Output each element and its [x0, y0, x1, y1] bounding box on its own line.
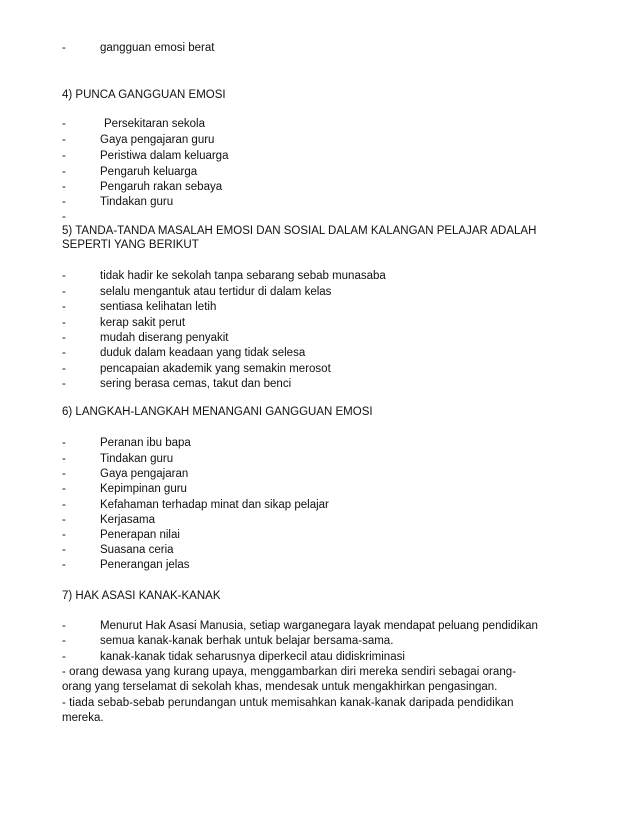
- list-item: Kepimpinan guru: [100, 483, 187, 495]
- list-item: Suasana ceria: [100, 544, 174, 556]
- section-heading-4: 4) PUNCA GANGGUAN EMOSI: [62, 89, 226, 101]
- paragraph-line: mereka.: [62, 712, 104, 724]
- list-item: kanak-kanak tidak seharusnya diperkecil atau didiskriminasi: [100, 651, 405, 663]
- list-item: Gaya pengajaran: [100, 468, 189, 480]
- bullet-dash: -: [62, 453, 66, 465]
- bullet-dash: -: [62, 150, 66, 162]
- bullet-dash: -: [62, 270, 66, 282]
- section-heading-7: 7) HAK ASASI KANAK-KANAK: [62, 590, 221, 602]
- list-item: Kefahaman terhadap minat dan sikap pelajar: [100, 499, 329, 511]
- bullet-dash: -: [62, 468, 66, 480]
- bullet-dash: -: [62, 483, 66, 495]
- bullet-dash: -: [62, 499, 66, 511]
- bullet-dash: -: [62, 196, 66, 208]
- list-item: Peristiwa dalam keluarga: [100, 150, 229, 162]
- list-item: kerap sakit perut: [100, 317, 186, 329]
- bullet-dash: -: [62, 211, 66, 223]
- list-item: gangguan emosi berat: [100, 42, 215, 54]
- list-item: pencapaian akademik yang semakin merosot: [100, 363, 331, 375]
- list-item: Pengaruh keluarga: [100, 166, 198, 178]
- bullet-dash: -: [62, 286, 66, 298]
- list-item: Pengaruh rakan sebaya: [100, 181, 223, 193]
- section-heading-5: 5) TANDA-TANDA MASALAH EMOSI DAN SOSIAL DALAM KALANGAN PELAJAR ADALAH: [62, 225, 537, 237]
- section-heading-5-cont: SEPERTI YANG BERIKUT: [62, 239, 199, 251]
- bullet-dash: -: [62, 514, 66, 526]
- bullet-dash: -: [62, 166, 66, 178]
- paragraph-line: - orang dewasa yang kurang upaya, menggambarkan diri mereka sendiri sebagai orang-: [62, 666, 517, 678]
- bullet-dash: -: [62, 437, 66, 449]
- bullet-dash: -: [62, 363, 66, 375]
- bullet-dash: -: [62, 559, 66, 571]
- section-heading-6: 6) LANGKAH-LANGKAH MENANGANI GANGGUAN EMOSI: [62, 406, 373, 418]
- bullet-dash: -: [62, 347, 66, 359]
- bullet-dash: -: [62, 181, 66, 193]
- bullet-dash: -: [62, 301, 66, 313]
- paragraph-line: - tiada sebab-sebab perundangan untuk memisahkan kanak-kanak daripada pendidikan: [62, 697, 514, 709]
- list-item: Gaya pengajaran guru: [100, 134, 215, 146]
- bullet-dash: -: [62, 544, 66, 556]
- bullet-dash: -: [62, 529, 66, 541]
- paragraph-line: orang yang terselamat di sekolah khas, mendesak untuk mengakhirkan pengasingan.: [62, 681, 498, 693]
- list-item: sering berasa cemas, takut dan benci: [100, 378, 292, 390]
- list-item: sentiasa kelihatan letih: [100, 301, 217, 313]
- bullet-dash: -: [62, 317, 66, 329]
- list-item: Tindakan guru: [100, 196, 174, 208]
- list-item: selalu mengantuk atau tertidur di dalam kelas: [100, 286, 332, 298]
- list-item: Kerjasama: [100, 514, 155, 526]
- bullet-dash: -: [62, 332, 66, 344]
- list-item: Penerapan nilai: [100, 529, 180, 541]
- list-item: duduk dalam keadaan yang tidak selesa: [100, 347, 306, 359]
- bullet-dash: -: [62, 42, 66, 54]
- list-item: mudah diserang penyakit: [100, 332, 229, 344]
- bullet-dash: -: [62, 134, 66, 146]
- bullet-dash: -: [62, 378, 66, 390]
- list-item: Tindakan guru: [100, 453, 174, 465]
- list-item: Peranan ibu bapa: [100, 437, 191, 449]
- list-item: Persekitaran sekola: [104, 118, 205, 130]
- list-item: semua kanak-kanak berhak untuk belajar bersama-sama.: [100, 635, 394, 647]
- bullet-dash: -: [62, 635, 66, 647]
- bullet-dash: -: [62, 651, 66, 663]
- bullet-dash: -: [62, 118, 66, 130]
- bullet-dash: -: [62, 620, 66, 632]
- list-item: Penerangan jelas: [100, 559, 190, 571]
- list-item: Menurut Hak Asasi Manusia, setiap warganegara layak mendapat peluang pendidikan: [100, 620, 538, 632]
- list-item: tidak hadir ke sekolah tanpa sebarang sebab munasaba: [100, 270, 386, 282]
